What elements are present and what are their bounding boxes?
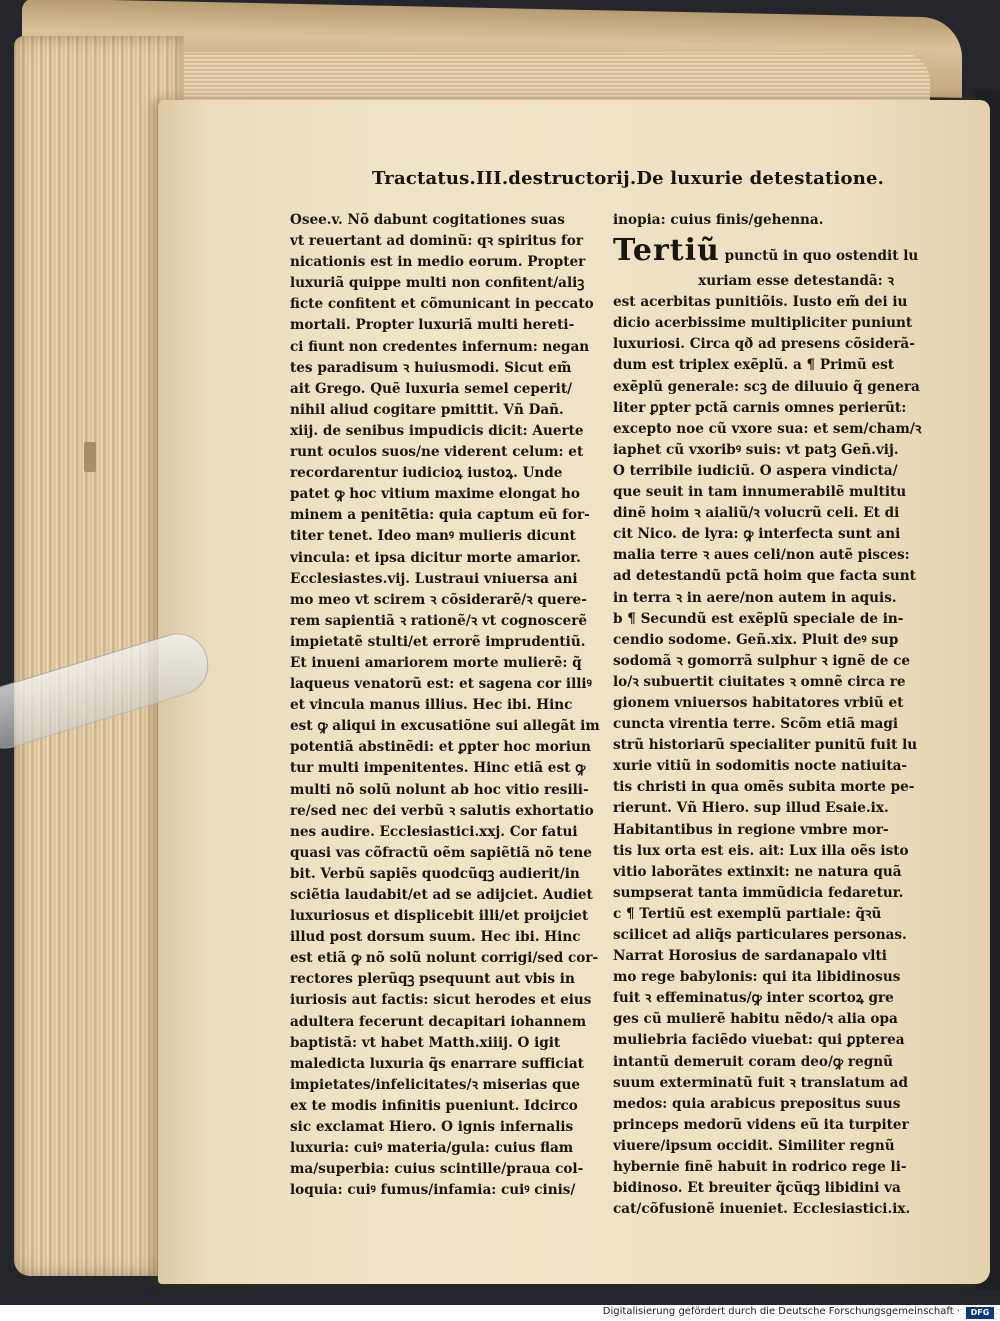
right-column-line: est acerbitas punitiõis. Iusto em̃ dei iu [613,294,908,311]
left-column-line: mo meo vt scirem ꝛ cõsiderarẽ/ꝛ quere- [290,591,587,608]
right-column-line: princeps medorũ videns eũ ita turpiter [613,1116,909,1133]
right-column-lines [613,271,939,1220]
left-column-line: rem sapientiã ꝛ rationẽ/ꝛ vt cognoscerẽ [290,612,588,629]
right-column-line: mo rege babylonis: qui ita libidinosus [613,969,901,986]
right-column-line: rierunt. Vñ Hiero. sup illud Esaie.ix. [613,800,889,817]
right-column-line: medos: quia arabicus prepositus suus [613,1095,901,1112]
right-column-line: strũ historiarũ specialiter punitũ fuit lu [613,737,918,754]
left-column-line: quasi vas cõfractũ oẽm sapiẽtiã nõ tene [290,844,592,861]
decorated-initial: Tertiũ [613,233,720,269]
right-column-line: sumpserat tanta immũdicia fedaretur. [613,884,904,901]
left-column-line: re/sed nec dei verbũ ꝛ salutis exhortatio [290,802,594,819]
left-column-line: xiij. de senibus impudicis dicit: Auerte [290,422,584,439]
right-column-line: scilicet ad aliq̃s particulares personas. [613,927,907,943]
left-column-line: tes paradisum ꝛ huiusmodi. Sicut em̃ [290,359,572,376]
left-column-line: vt reuertant ad dominũ: qꝛ spiritus for [290,233,584,250]
initial-line-rest: punctũ in quo ostendit lu [719,248,919,265]
right-column-line: luxuriosi. Circa qð ad presens cõsiderã- [613,336,915,353]
right-column-line: sodomã ꝛ gomorrã sulphur ꝛ ignẽ de ce [613,652,911,669]
right-column-line: bidinoso. Et breuiter q̃cũqꝫ libidini va [613,1180,901,1197]
left-column-line: ma/superbia: cuius scintille/praua col- [290,1161,584,1178]
decorated-initial-line [613,231,939,271]
left-column-line: ait Grego. Quẽ luxuria semel ceperit/ [290,380,573,397]
right-column-line: dinẽ hoim ꝛ aialiũ/ꝛ volucrũ celi. Et di [613,505,900,522]
right-column-line: O terribile iudiciũ. O aspera vindicta/ [613,462,898,479]
right-column-line: excepto noe cũ vxore sua: et sem/cham/ꝛ [613,420,922,437]
right-column-line: xurie vitiũ in sodomitis nocte natiuita- [613,758,908,775]
left-column-line: Et inueni amariorem morte mulierẽ: q̃ [290,654,582,671]
right-column-line: b ¶ Secundũ est exẽplũ speciale de in- [613,610,904,627]
right-column-line: cit Nico. de lyra: ꝙ interfecta sunt ani [613,526,901,543]
right-column-line: exẽplũ generale: scꝫ de diluuio q̃ genera [613,378,920,395]
left-column-line: laqueus venatorũ est: et sagena cor illiꝰ [290,676,592,693]
left-column-line: maledicta luxuria q̃s enarrare sufficiat [290,1055,584,1072]
left-column-line: ci fiunt non credentes infernum: negan [290,338,590,355]
left-column-line: nicationis est in medio eorum. Propter [290,254,586,271]
left-column-line: bit. Verbũ sapiẽs quodcũqꝫ audierit/in [290,865,580,882]
right-column-line: intantũ demeruit coram deo/ꝙ regnũ [613,1053,893,1070]
footer-bar [0,1305,1000,1321]
left-column-line: multi nõ solũ nolunt ab hoc vitio resili- [290,781,589,798]
left-column-line: rectores plerũqꝫ psequunt aut vbis in [290,971,575,988]
left-column-line: et vincula manus illius. Hec ibi. Hinc [290,697,573,714]
right-column-line: c ¶ Tertiũ est exemplũ partiale: q̃ꝛũ [613,905,882,922]
right-column-line: cendio sodome. Geñ.xix. Pluit deꝰ sup [613,631,899,648]
right-column-line: in terra ꝛ in aere/non autem in aquis. [613,589,897,606]
left-column-line: sic exclamat Hiero. O ignis infernalis [290,1119,574,1136]
left-column-line: loquia: cuiꝰ fumus/infamia: cuiꝰ cinis/ [290,1182,576,1199]
left-column-line: potentiã abstinẽdi: et ꝑpter hoc moriun [290,739,591,756]
left-column-line: Osee.v. Nõ dabunt cogitationes suas [290,212,565,228]
right-column-line: dicio acerbissime multipliciter puniunt [613,315,913,332]
right-column-line: cat/cõfusionẽ inueniet. Ecclesiastici.ix. [613,1201,911,1218]
left-column-line: adultera fecerunt decapitari iohannem [290,1013,587,1030]
left-column-line: iuriosis aut factis: sicut herodes et eius [290,992,592,1009]
right-column-line: vitio laborãtes extinxit: ne natura quã [613,863,902,880]
left-column-line: nihil aliud cogitare pmittit. Vñ Dañ. [290,401,564,418]
left-column-line: luxuriã quippe multi non confitent/aliꝫ [290,275,585,292]
left-text-column [290,210,602,1201]
left-column-line: baptistã: vt habet Matth.xiiij. O igit [290,1034,561,1051]
right-column-line: malia terre ꝛ aues celi/non autẽ pisces: [613,547,910,564]
left-column-line: minem a penitẽtia: quia captum eũ for- [290,507,590,524]
left-column-line: recordarentur iudicioꝝ iustoꝝ. Unde [290,465,563,482]
left-column-line: tur multi impenitentes. Hinc etiã est ꝙ [290,760,586,777]
right-column-line: xuriam esse detestandã: ꝛ [613,273,894,290]
right-column-line: hybernie finẽ habuit in rodrico rege li- [613,1159,907,1176]
left-column-line: titer tenet. Ideo manꝰ mulieris dicunt [290,528,576,545]
left-column-line: mortali. Propter luxuriã multi hereti- [290,317,575,334]
right-column-line: viuere/ipsum occidit. Similiter regnũ [613,1137,895,1154]
right-column-line: iaphet cũ vxoribꝰ suis: vt patꝫ Geñ.vij. [613,441,899,458]
left-column-line: patet ꝙ hoc vitium maxime elongat ho [290,486,580,503]
right-column-line: ges cũ mulierẽ habitu nẽdo/ꝛ alia opa [613,1011,898,1028]
running-head: Tractatus.III.destructorij.De luxurie detestatione. [372,168,885,189]
right-column-line: cuncta virentia terre. Scõm etiã magi [613,716,899,733]
right-column-line: tis lux orta est eis. ait: Lux illa oẽs isto [613,842,909,859]
right-column-line: tis christi in qua omẽs subita morte pe- [613,779,915,796]
left-column-line: est etiã ꝙ nõ solũ nolunt corrigi/sed cor- [290,950,599,967]
right-column-first-line: inopia: cuius finis/gehenna. [613,212,824,228]
left-column-line: luxuriosus et displicebit illi/et proijciet [290,908,589,925]
left-column-line: luxuria: cuiꝰ materia/gula: cuius flam [290,1140,574,1157]
right-column-line: suum exterminatũ fuit ꝛ translatum ad [613,1074,908,1091]
left-column-line: impietates/infelicitates/ꝛ miserias que [290,1076,581,1093]
right-column-line: ad detestandũ pctã hoim que facta sunt [613,568,916,585]
right-column-line: fuit ꝛ effeminatus/ꝙ inter scortoꝝ gre [613,990,894,1007]
right-column-line: que seuit in tam innumerabilẽ multitu [613,484,907,501]
right-column-line: Narrat Horosius de sardanapalo vlti [613,948,887,965]
left-column-line: est ꝙ aliqui in excusatiõne sui allegãt im [290,718,600,735]
funding-credit: Digitalisierung gefördert durch die Deutsche Forschungsgemeinschaft · [602,1306,960,1317]
right-column-line: dum est triplex exẽplũ. a ¶ Primũ est [613,357,895,374]
bookmark-tab [84,442,96,472]
right-column-line: lo/ꝛ subuertit ciuitates ꝛ omnẽ circa re [613,673,906,690]
left-column-line: ficte confitent et cõmunicant in peccato [290,296,594,313]
left-column-line: Ecclesiastes.vij. Lustraui vniuersa ani [290,570,578,587]
left-column-line: illud post dorsum suum. Hec ibi. Hinc [290,929,581,946]
left-column-line: vincula: et ipsa dicitur morte amarior. [290,549,581,566]
right-column-line: liter ꝑpter pctã carnis omnes perierũt: [613,399,907,416]
left-column-line: sciẽtia laudabit/et ad se adijciet. Audiet [290,887,593,903]
dfg-logo: DFG [966,1307,994,1319]
right-column-line: muliebria faciẽdo viuebat: qui ꝑpterea [613,1032,905,1049]
right-column-line: gionem vniuersos habitatores vrbiũ et [613,694,904,711]
left-column-line: runt oculos suos/ne viderent celum: et [290,444,584,461]
right-text-column [613,210,939,1220]
left-column-line: ex te modis infinitis pueniunt. Idcirco [290,1097,578,1114]
left-column-line: nes audire. Ecclesiastici.xxj. Cor fatui [290,823,578,840]
right-column-line: Habitantibus in regione vmbre mor- [613,821,889,838]
left-column-line: impietatẽ stulti/et errorẽ imprudentiũ. [290,633,586,650]
